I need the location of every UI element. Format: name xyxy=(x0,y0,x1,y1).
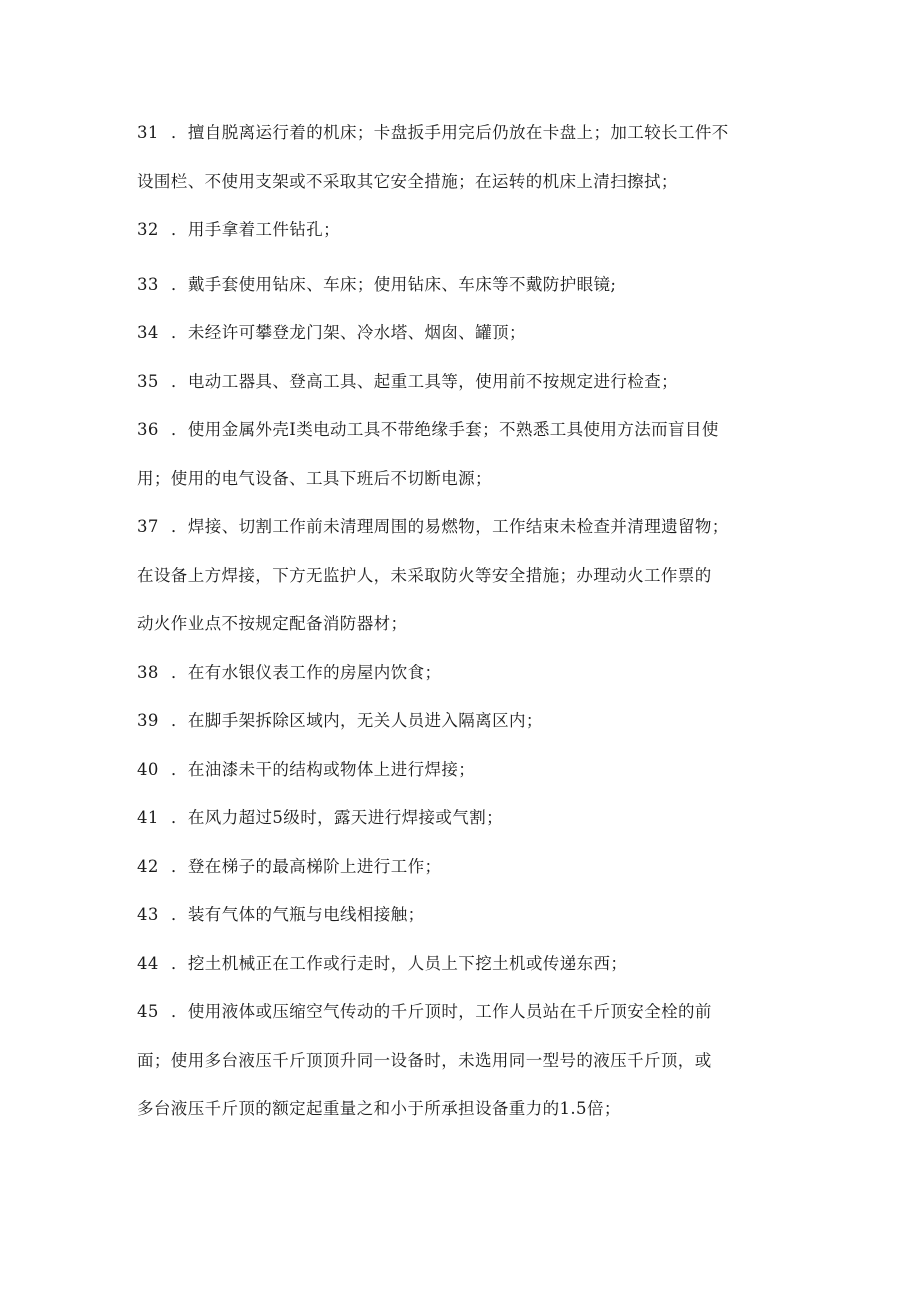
list-item-line xyxy=(137,754,777,803)
list-item-line xyxy=(137,560,777,609)
item-text: ．电动工器具、登高工具、起重工具等，使用前不按规定进行检查； xyxy=(171,371,678,391)
list-item-line xyxy=(137,317,777,366)
list-item-line xyxy=(137,899,777,948)
item-text: 面；使用多台液压千斤顶顶升同一设备时，未选用同一型号的液压千斤顶，或 xyxy=(137,1050,712,1070)
item-number: 38 xyxy=(137,662,159,682)
list-item-line xyxy=(137,802,777,851)
item-text: ．在有水银仪表工作的房屋内饮食； xyxy=(171,662,442,682)
list-item-36 xyxy=(137,414,777,511)
item-text: ．焊接、切割工作前未清理周围的易燃物，工作结束未检查并清理遗留物； xyxy=(171,517,729,536)
list-item-41 xyxy=(137,802,777,851)
list-item-line xyxy=(137,1045,777,1094)
item-text: ．在风力超过5级时，露天进行焊接或气割； xyxy=(171,808,503,827)
item-number: 40 xyxy=(137,759,159,779)
list-item-line xyxy=(137,463,777,512)
list-item-44 xyxy=(137,948,777,997)
item-number: 42 xyxy=(137,856,159,876)
item-number: 32 xyxy=(137,220,159,239)
item-number: 41 xyxy=(137,808,159,827)
item-text: 在设备上方焊接，下方无监护人，未采取防火等安全措施；办理动火工作票的 xyxy=(137,565,712,585)
list-item-42 xyxy=(137,851,777,900)
list-item-45 xyxy=(137,996,777,1142)
list-item-line xyxy=(137,366,777,415)
item-number: 34 xyxy=(137,323,159,342)
list-item-line xyxy=(137,117,777,166)
list-item-43 xyxy=(137,899,777,948)
list-item-line xyxy=(137,657,777,706)
list-item-line xyxy=(137,214,777,263)
item-number: 44 xyxy=(137,953,159,973)
item-text: ．未经许可攀登龙门架、冷水塔、烟囱、罐顶； xyxy=(171,323,526,342)
list-item-line xyxy=(137,166,777,215)
list-item-line xyxy=(137,511,777,560)
item-text: ．挖土机械正在工作或行走时，人员上下挖土机或传递东西； xyxy=(171,953,628,973)
list-item-35 xyxy=(137,366,777,415)
list-item-line xyxy=(137,705,777,754)
list-item-line xyxy=(137,608,777,657)
item-text: ．用手拿着工件钻孔； xyxy=(171,220,340,239)
item-text: ．使用液体或压缩空气传动的千斤顶时，工作人员站在千斤顶安全栓的前 xyxy=(171,1002,712,1021)
list-item-38 xyxy=(137,657,777,706)
list-item-40 xyxy=(137,754,777,803)
item-text: ．戴手套使用钻床、车床；使用钻床、车床等不戴防护眼镜; xyxy=(171,274,617,294)
list-item-line xyxy=(137,414,777,463)
item-text: 多台液压千斤顶的额定起重量之和小于所承担设备重力的1.5倍； xyxy=(137,1099,621,1118)
list-item-line xyxy=(137,1093,777,1142)
list-item-39 xyxy=(137,705,777,754)
list-item-line xyxy=(137,996,777,1045)
list-item-34 xyxy=(137,317,777,366)
item-number: 31 xyxy=(137,123,159,142)
item-text: ．使用金属外壳Ⅰ类电动工具不带绝缘手套；不熟悉工具使用方法而盲目使 xyxy=(171,420,719,439)
item-text: ．在油漆未干的结构或物体上进行焊接； xyxy=(171,759,476,779)
item-text: ．擅自脱离运行着的机床；卡盘扳手用完后仍放在卡盘上；加工较长工件不 xyxy=(171,123,729,142)
list-item-line xyxy=(137,948,777,997)
list-item-line xyxy=(137,851,777,900)
item-number: 33 xyxy=(137,274,159,294)
item-number: 35 xyxy=(137,371,159,391)
item-text: 用；使用的电气设备、工具下班后不切断电源； xyxy=(137,468,492,488)
item-number: 45 xyxy=(137,1002,159,1021)
list-item-32 xyxy=(137,214,777,263)
item-number: 36 xyxy=(137,420,159,439)
list-item-33 xyxy=(137,269,777,318)
item-number: 43 xyxy=(137,905,159,924)
document-body xyxy=(137,117,777,1142)
item-text: ．在脚手架拆除区域内，无关人员进入隔离区内； xyxy=(171,711,543,730)
list-item-line xyxy=(137,269,777,318)
item-number: 39 xyxy=(137,711,159,730)
list-item-37 xyxy=(137,511,777,657)
item-text: ．登在梯子的最高梯阶上进行工作； xyxy=(171,856,442,876)
list-item-31 xyxy=(137,117,777,214)
item-text: 设围栏、不使用支架或不采取其它安全措施；在运转的机床上清扫擦拭； xyxy=(137,171,678,191)
item-text: 动火作业点不按规定配备消防器材； xyxy=(137,614,408,633)
item-text: ．装有气体的气瓶与电线相接触； xyxy=(171,905,425,924)
item-number: 37 xyxy=(137,517,159,536)
